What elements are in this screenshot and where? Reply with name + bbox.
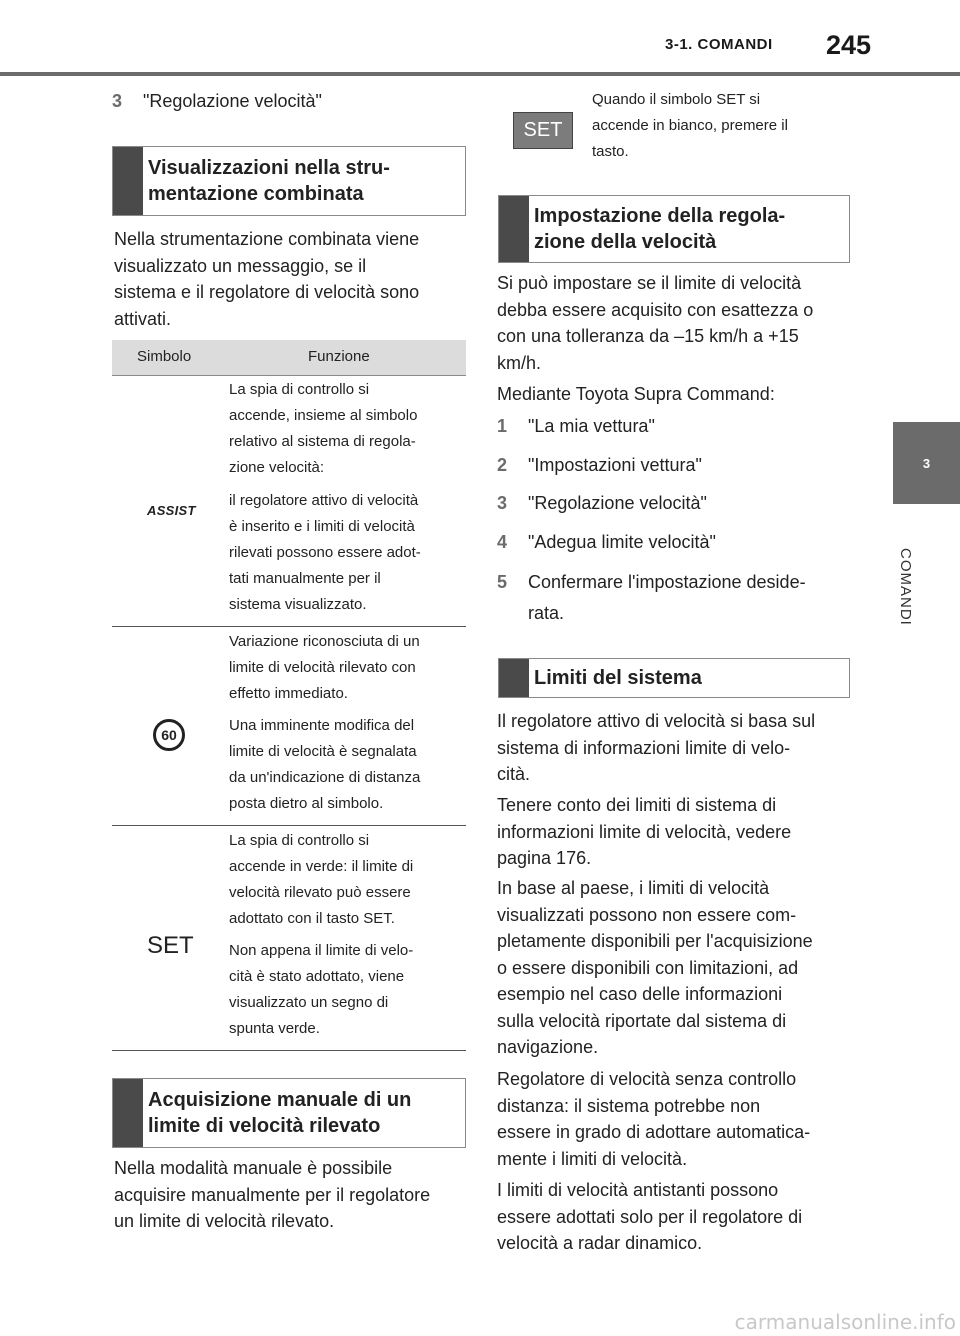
page-number: 245 xyxy=(826,30,872,60)
chapter-label: COMANDI xyxy=(897,548,914,626)
table-row-3-text-b: Non appena il limite di velo- cità è stato adottato, viene visualizzato un segno di spunta verde. xyxy=(229,942,414,1037)
chapter-number: 3 xyxy=(922,455,931,471)
paragraph-limits-2: Tenere conto dei limiti di sistema di informazioni limite di velocità, vedere pagina 176. xyxy=(497,795,792,868)
heading-bar xyxy=(113,147,143,215)
heading-bar xyxy=(113,1079,143,1147)
paragraph-limits-5: I limiti di velocità antistanti possono essere adottati solo per il regolatore di velocità a radar dinamico. xyxy=(497,1180,803,1253)
watermark: carmanualsonline.info xyxy=(734,1310,956,1334)
table-row-3-text-a: La spia di controllo si accende in verde: il limite di velocità rilevato può essere adottato con il tasto SET. xyxy=(229,832,414,927)
heading-bar xyxy=(499,659,529,697)
heading-text: Visualizzazioni nella stru- mentazione combinata xyxy=(148,157,390,205)
paragraph-command: Mediante Toyota Supra Command: xyxy=(497,384,775,404)
chapter-tab xyxy=(893,422,960,504)
set-note: Quando il simbolo SET si accende in bianco, premere il tasto. xyxy=(592,91,788,160)
table-bottom-rule xyxy=(112,1050,466,1051)
step-5: 5 Confermare l'impostazione deside- rata. xyxy=(497,572,806,623)
assist-symbol: ASSIST xyxy=(147,503,196,518)
table-row-2-text-a: Variazione riconosciuta di un limite di velocità rilevato con effetto immediato. xyxy=(229,633,420,702)
set-symbol: SET xyxy=(147,932,194,959)
heading-limiti xyxy=(498,658,850,698)
running-header-section: 3-1. COMANDI xyxy=(665,36,773,53)
step-3: 3 "Regolazione velocità" xyxy=(497,493,707,513)
paragraph-intro: Nella strumentazione combinata viene visualizzato un messaggio, se il sistema e il regolatore di velocità sono attivati. xyxy=(114,229,420,329)
paragraph-limits-4: Regolatore di velocità senza controllo distanza: il sistema potrebbe non essere in grado di adottare automatica- mente i limiti di velocità. xyxy=(497,1069,811,1169)
speed-limit-sign-icon: 60 xyxy=(153,719,185,751)
col-symbol-header: Simbolo xyxy=(137,348,192,365)
heading-acquisizione-manuale xyxy=(112,1078,466,1148)
heading-text: Limiti del sistema xyxy=(534,667,702,689)
heading-visualizzazioni xyxy=(112,146,466,216)
step-3-left xyxy=(112,88,322,114)
set-button-icon: SET xyxy=(513,112,573,149)
heading-text: Acquisizione manuale di un limite di velocità rilevato xyxy=(148,1089,412,1137)
header-rule xyxy=(0,72,960,76)
paragraph-limits-1: Il regolatore attivo di velocità si basa sul sistema di informazioni limite di velo- cità. xyxy=(497,711,816,784)
heading-impostazione xyxy=(498,195,850,263)
step-2: 2 "Impostazioni vettura" xyxy=(497,455,702,475)
table-row-divider xyxy=(112,626,466,627)
table-header xyxy=(112,340,466,376)
table-row-1-text-a: La spia di controllo si accende, insieme al simbolo relativo al sistema di regola- zione velocità: xyxy=(229,381,418,476)
paragraph-tolerance: Si può impostare se il limite di velocità debba essere acquisito con esattezza o con una tolleranza da –15 km/h a +15 km/h. xyxy=(497,273,814,373)
step-4: 4 "Adegua limite velocità" xyxy=(497,532,716,552)
table-row-divider xyxy=(112,825,466,826)
paragraph-manual-mode: Nella modalità manuale è possibile acquisire manualmente per il regolatore un limite di velocità rilevato. xyxy=(114,1158,431,1231)
step-number: 3 xyxy=(112,91,123,111)
table-row-2-text-b: Una imminente modifica del limite di velocità è segnalata da un'indicazione di distanza posta dietro al simbolo. xyxy=(229,717,421,812)
heading-bar xyxy=(499,196,529,262)
step-text: "Regolazione velocità" xyxy=(143,91,322,111)
paragraph-limits-3: In base al paese, i limiti di velocità visualizzati possono non essere com- pletamente disponibili per l'acquisizione o essere disponibili con limitazioni, ad esempio nel caso delle informazioni sulla velocità riportate dal sistema di navigazione. xyxy=(497,878,813,1057)
step-1: 1 "La mia vettura" xyxy=(497,416,655,436)
heading-text: Impostazione della regola- zione della velocità xyxy=(534,205,786,253)
col-function-header: Funzione xyxy=(308,348,370,365)
table-row-1-text-b: il regolatore attivo di velocità è inserito e i limiti di velocità rilevati possono essere adot- tati manualmente per il sistema visualizzato. xyxy=(229,492,421,613)
